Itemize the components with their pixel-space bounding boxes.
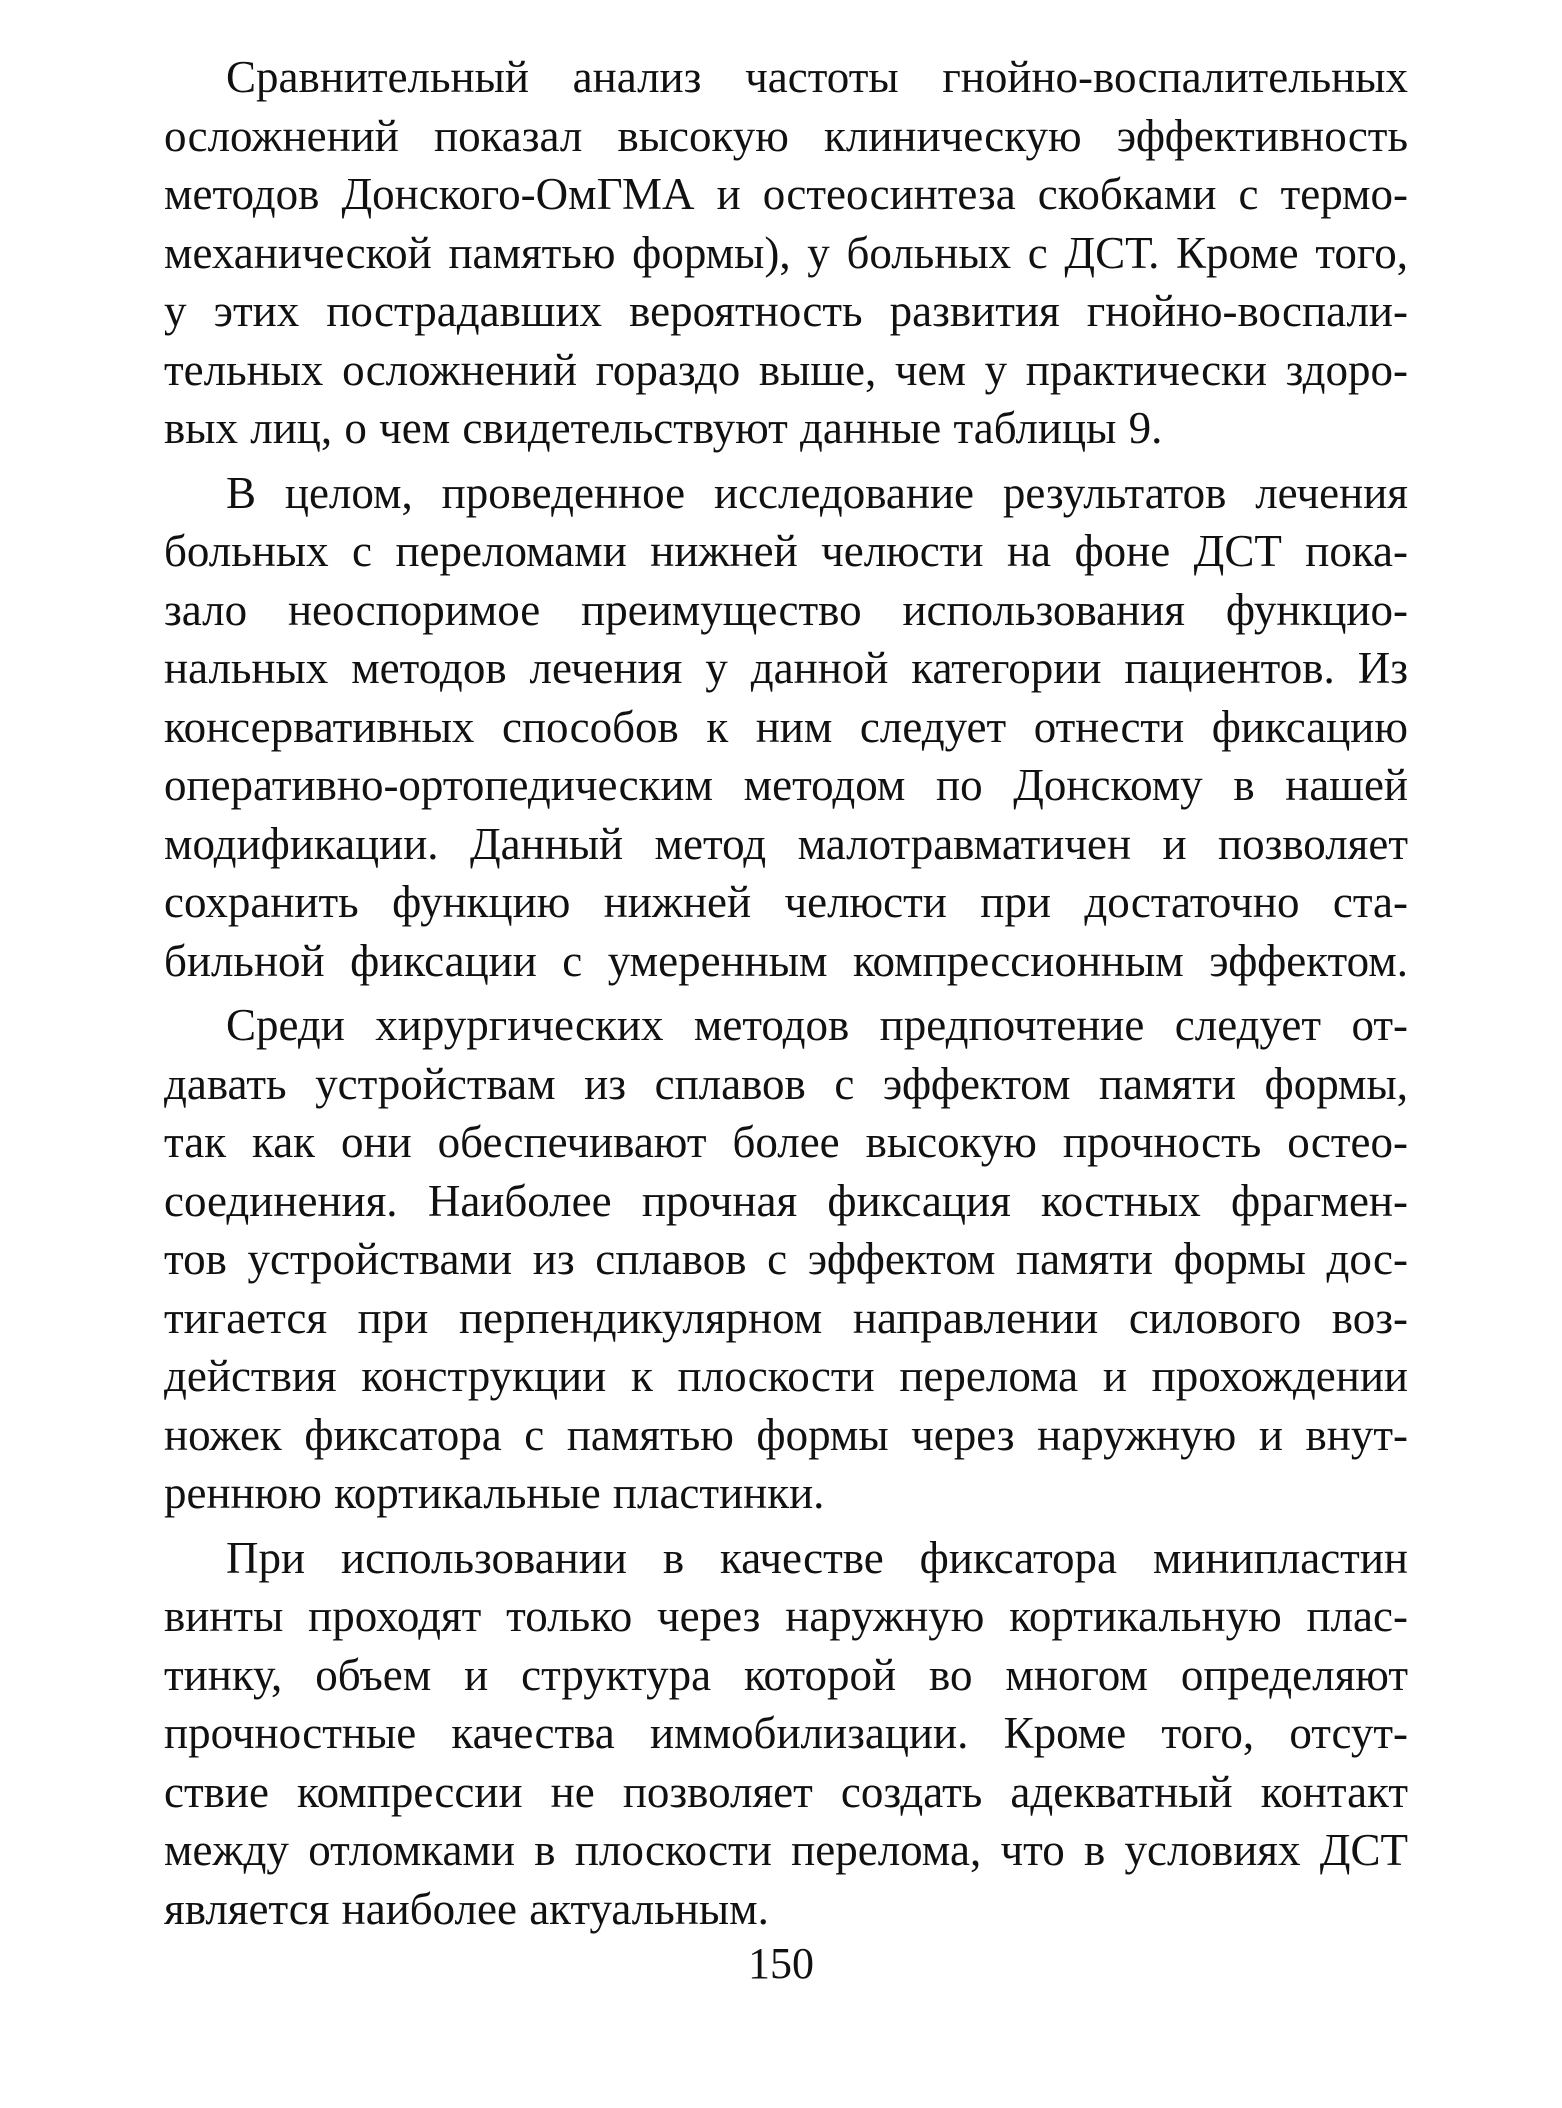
text-line: бильной фиксации с умеренным компрессионным эффектом.	[164, 935, 1408, 986]
text-line: модификации. Данный метод малотравматичен и позволяет	[164, 818, 1408, 869]
paragraph-2	[164, 464, 1408, 991]
text-line: давать устройствам из сплавов с эффектом памяти формы,	[164, 1058, 1408, 1109]
text-line: у этих пострадавших вероятность развития гнойно-воспали-	[164, 286, 1408, 336]
text-line: больных с переломами нижней челюсти на фоне ДСТ пока-	[164, 526, 1408, 576]
text-line: тов устройствами из сплавов с эффектом памяти формы дос-	[164, 1234, 1408, 1284]
text-line: осложнений показал высокую клиническую эффективность	[164, 110, 1408, 161]
text-line: В целом, проведенное исследование результатов лечения	[226, 467, 1408, 518]
text-line: прочностные качества иммобилизации. Кроме того, отсут-	[164, 1708, 1408, 1758]
text-line: ствие компрессии не позволяет создать адекватный контакт	[164, 1766, 1408, 1817]
text-line: соединения. Наиболее прочная фиксация костных фрагмен-	[164, 1175, 1408, 1226]
text-line: нальных методов лечения у данной категории пациентов. Из	[164, 643, 1408, 693]
text-line: оперативно-ортопедическим методом по Донскому в нашей	[164, 760, 1408, 810]
text-line: зало неоспоримое преимущество использования функцио-	[164, 584, 1408, 635]
text-line: вых лиц, о чем свидетельствуют данные таблицы 9.	[164, 403, 1163, 453]
text-line: методов Донского-ОмГМА и остеосинтеза скобками с термо-	[164, 169, 1408, 219]
text-line: ножек фиксатора с памятью формы через наружную и внут-	[164, 1409, 1408, 1460]
paragraph-4	[164, 1529, 1408, 1939]
text-line: механической памятью формы), у больных с ДСТ. Кроме того,	[164, 227, 1408, 278]
text-line: Сравнительный анализ частоты гнойно-воспалительных	[226, 52, 1408, 102]
text-line: так как они обеспечивают более высокую прочность остео-	[164, 1117, 1408, 1167]
text-line: консервативных способов к ним следует отнести фиксацию	[164, 701, 1408, 752]
text-line: сохранить функцию нижней челюсти при достаточно ста-	[164, 877, 1408, 927]
paragraph-1	[164, 48, 1408, 458]
text-line: тинку, объем и структура которой во многом определяют	[164, 1649, 1408, 1700]
text-line: Среди хирургических методов предпочтение следует от-	[226, 1000, 1408, 1050]
text-line: винты проходят только через наружную кортикальную плас-	[164, 1591, 1408, 1641]
page-number: 150	[748, 1939, 814, 1988]
text-line: между отломками в плоскости перелома, что в условиях ДСТ	[164, 1825, 1408, 1875]
text-line: тигается при перпендикулярном направлении силового воз-	[164, 1292, 1408, 1343]
text-line: При использовании в качестве фиксатора минипластин	[226, 1532, 1408, 1583]
text-line: является наиболее актуальным.	[164, 1883, 769, 1934]
text-line: реннюю кортикальные пластинки.	[164, 1468, 825, 1518]
body-text	[164, 48, 1408, 1944]
text-line: действия конструкции к плоскости перелома и прохождении	[164, 1351, 1408, 1401]
text-line: тельных осложнений гораздо выше, чем у практически здоро-	[164, 344, 1408, 395]
paragraph-3	[164, 996, 1408, 1523]
